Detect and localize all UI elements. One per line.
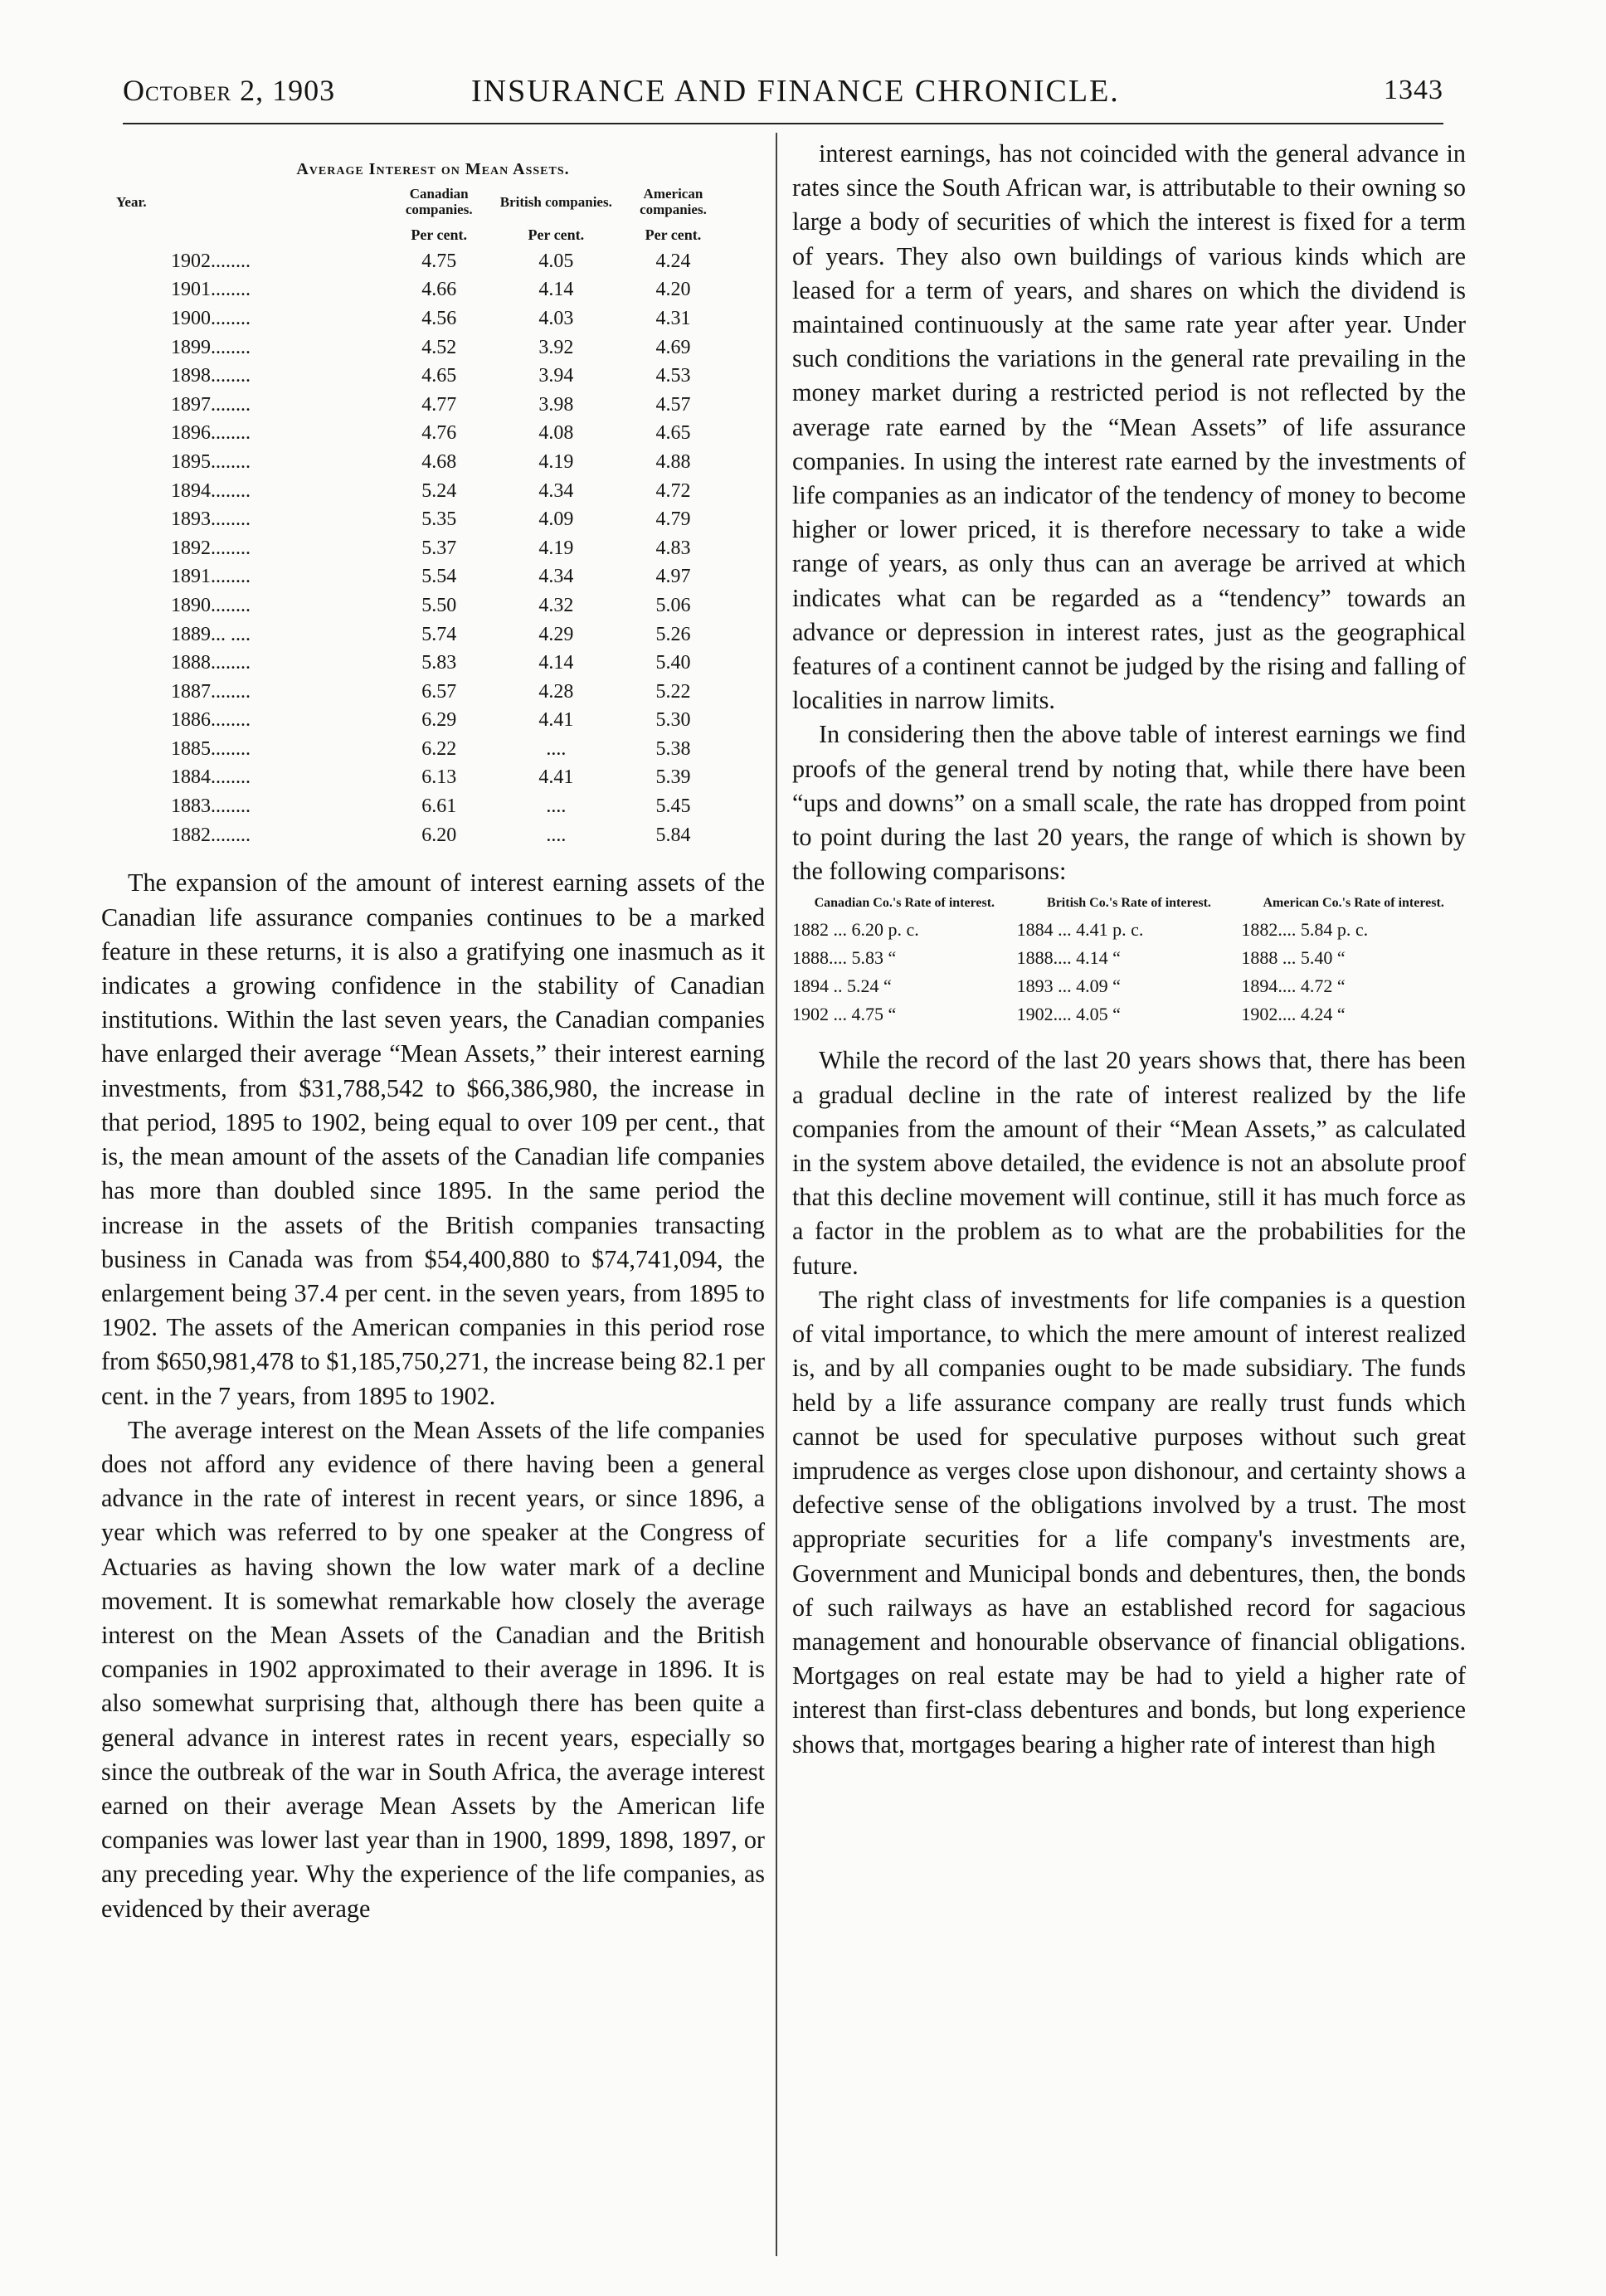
year-cell: 1896........ (171, 422, 251, 445)
rates-table-header-row (101, 186, 732, 222)
canadian-rate-cell: 5.35 (421, 508, 457, 531)
american-rate-cell: 5.22 (655, 680, 691, 703)
british-rate-cell: 4.14 (538, 652, 574, 674)
table-row (101, 620, 732, 649)
table-row (792, 916, 1466, 944)
table-row (101, 563, 732, 592)
canadian-rate-cell: 6.61 (421, 795, 457, 818)
header-rule (123, 123, 1443, 124)
british-rate-cell: 4.09 (538, 508, 574, 531)
british-rate-cell: 4.14 (538, 279, 574, 301)
table-row (101, 247, 732, 276)
table-row (101, 591, 732, 620)
unit-american: Per cent. (645, 226, 702, 243)
american-rate-cell: 5.38 (655, 737, 691, 760)
canadian-rate-cell: 5.50 (421, 594, 457, 616)
table-row (101, 735, 732, 764)
american-rate-cell: 5.84 (655, 824, 691, 846)
comparison-table (792, 895, 1466, 1029)
paragraph: The right class of investments for life companies is a question of vital importance, to which the mere amount of interest realized is, and by all companies ought to be made subsidiary. The funds held by a life assurance company are really trust funds which cannot be used for speculative purposes without such great imprudence as verges close upon dishonour, and certainty shows a defective sense of the obligations involved by a trust. The most appropriate securities for a life company's investments are, Government and Municipal bonds and debentures, then, the bonds of such railways as have an established record for sagacious management and honourable observance of financial obligations. Mortgages on real estate may be had to yield a higher rate of interest than first-class debentures and bonds, but long experience shows that, mortgages bearing a higher rate of interest than high (792, 1285, 1466, 1758)
canadian-rate-cell: 4.68 (421, 450, 457, 473)
comparison-cell: 1902.... 4.24 “ (1241, 1004, 1346, 1025)
canadian-rate-cell: 4.75 (421, 250, 457, 272)
canadian-rate-cell: 5.54 (421, 566, 457, 588)
year-cell: 1902........ (171, 250, 251, 272)
canadian-rate-cell: 4.66 (421, 279, 457, 301)
american-rate-cell: 4.57 (655, 393, 691, 416)
british-rate-cell: 4.19 (538, 450, 574, 473)
unit-british: Per cent. (528, 226, 585, 243)
british-rate-cell: 3.92 (538, 336, 574, 358)
canadian-rate-cell: 5.83 (421, 652, 457, 674)
comparison-header-british: British Co.'s Rate of interest. (1047, 896, 1211, 911)
table-row (101, 707, 732, 736)
year-cell: 1884........ (171, 766, 251, 789)
canadian-rate-cell: 4.52 (421, 336, 457, 358)
table-row (792, 972, 1466, 1000)
year-cell: 1891........ (171, 566, 251, 588)
american-rate-cell: 5.30 (655, 709, 691, 732)
table-row (101, 821, 732, 850)
american-rate-cell: 4.53 (655, 365, 691, 387)
interest-rates-table (101, 186, 732, 849)
british-rate-cell: 3.94 (538, 365, 574, 387)
table-row (101, 304, 732, 333)
page-number: 1343 (1384, 75, 1443, 105)
american-rate-cell: 4.69 (655, 336, 691, 358)
canadian-rate-cell: 6.22 (421, 737, 457, 760)
paragraph: The average interest on the Mean Assets of the life companies does not afford any evidence of there having been a general advance in the rate of interest in recent years, or since 1896, a year which was referred to by one speaker at the Congress of Actuaries as having shown the low water mark of a decline movement. It is somewhat remarkable how closely the average interest on the Mean Assets of the Canadian and the British companies in 1902 approximated to their average in 1896. It is also somewhat surprising that, although there has been quite a general advance in interest rates in recent years, especially so since the outbreak of the war in South Africa, the average interest earned on their average Mean Assets by the American life companies was lower last year than in 1900, 1899, 1898, 1897, or any preceding year. Why the experience of the life companies, as evidenced by their average (101, 1415, 765, 1923)
british-rate-cell: 4.41 (538, 766, 574, 789)
american-rate-cell: 4.79 (655, 508, 691, 531)
table-row (101, 362, 732, 391)
american-rate-cell: 4.97 (655, 566, 691, 588)
right-column (792, 137, 1466, 1762)
canadian-rate-cell: 5.24 (421, 479, 457, 502)
right-article-text-top (792, 137, 1466, 888)
british-rate-cell: .... (546, 824, 567, 846)
table-row (101, 764, 732, 793)
table-row (101, 391, 732, 420)
table-row (792, 944, 1466, 972)
table-row (101, 649, 732, 678)
col-header-year: Year. (116, 193, 147, 210)
year-cell: 1897........ (171, 393, 251, 416)
british-rate-cell: .... (546, 737, 567, 760)
british-rate-cell: 4.29 (538, 623, 574, 645)
year-cell: 1900........ (171, 307, 251, 329)
year-cell: 1894........ (171, 479, 251, 502)
comparison-cell: 1902.... 4.05 “ (1016, 1004, 1121, 1025)
year-cell: 1888........ (171, 652, 251, 674)
comparison-header-american: American Co.'s Rate of interest. (1263, 896, 1444, 911)
right-article-text-bottom (792, 1043, 1466, 1761)
year-cell: 1883........ (171, 795, 251, 818)
year-cell: 1893........ (171, 508, 251, 531)
table-row (101, 678, 732, 707)
british-rate-cell: 4.08 (538, 422, 574, 445)
british-rate-cell: 4.34 (538, 566, 574, 588)
american-rate-cell: 4.83 (655, 537, 691, 559)
british-rate-cell: 4.41 (538, 709, 574, 732)
comparison-cell: 1888 ... 5.40 “ (1241, 947, 1346, 969)
page-header (123, 73, 1443, 118)
left-column (101, 137, 765, 1926)
paragraph: While the record of the last 20 years shows that, there has been a gradual decline in the rate of interest realized by the life companies from the amount of their “Mean Assets,” as calculated in the system above detailed, the evidence is not an absolute proof that this decline movement will continue, still it has much force as a factor in the problem as to what are the probabilities for the future. (792, 1046, 1466, 1280)
unit-canadian: Per cent. (411, 226, 468, 243)
american-rate-cell: 5.45 (655, 795, 691, 818)
comparison-cell: 1882 ... 6.20 p. c. (792, 919, 919, 941)
year-cell: 1895........ (171, 450, 251, 473)
comparison-header-row (792, 895, 1466, 916)
left-article-text (101, 866, 765, 1925)
publication-title: INSURANCE AND FINANCE CHRONICLE. (471, 74, 1120, 109)
table-row (101, 792, 732, 821)
british-rate-cell: 4.32 (538, 594, 574, 616)
comparison-cell: 1893 ... 4.09 “ (1016, 975, 1121, 997)
comparison-cell: 1882.... 5.84 p. c. (1241, 919, 1369, 941)
canadian-rate-cell: 5.74 (421, 623, 457, 645)
year-cell: 1886........ (171, 709, 251, 732)
col-header-canadian: Canadian companies. (405, 186, 473, 217)
year-cell: 1889... .... (171, 623, 251, 645)
comparison-cell: 1888.... 4.14 “ (1016, 947, 1121, 969)
comparison-header-canadian: Canadian Co.'s Rate of interest. (814, 896, 995, 911)
comparison-cell: 1884 ... 4.41 p. c. (1016, 919, 1144, 941)
british-rate-cell: 4.19 (538, 537, 574, 559)
american-rate-cell: 4.31 (655, 307, 691, 329)
paragraph: The expansion of the amount of interest earning assets of the Canadian life assurance companies continues to be a marked feature in these returns, it is also a gratifying one inasmuch as it indicates a growing confidence in the stability of Canadian institutions. Within the last seven years, the Canadian companies have enlarged their average “Mean Assets,” their interest earning investments, from $31,788,542 to $66,386,980, the increase in that period, 1895 to 1902, being equal to over 109 per cent., that is, the mean amount of the assets of the Canadian life companies has more than doubled since 1895. In the same period the increase in the assets of the British companies transacting business in Canada was from $54,400,880 to $74,741,094, the enlargement being 37.4 per cent. in the seven years, from 1895 to 1902. The assets of the American companies in this period rose from $650,981,478 to $1,185,750,271, the increase being 82.1 per cent. in the 7 years, from 1895 to 1902. (101, 868, 765, 1410)
year-cell: 1887........ (171, 680, 251, 703)
american-rate-cell: 4.72 (655, 479, 691, 502)
unit-row (101, 222, 732, 247)
year-cell: 1898........ (171, 365, 251, 387)
british-rate-cell: 4.03 (538, 307, 574, 329)
year-cell: 1890........ (171, 594, 251, 616)
canadian-rate-cell: 6.57 (421, 680, 457, 703)
table-row (101, 276, 732, 305)
canadian-rate-cell: 5.37 (421, 537, 457, 559)
american-rate-cell: 4.88 (655, 450, 691, 473)
rates-table-title: Average Interest on Mean Assets. (296, 160, 570, 178)
american-rate-cell: 5.06 (655, 594, 691, 616)
table-row (101, 505, 732, 534)
american-rate-cell: 5.40 (655, 652, 691, 674)
table-row (792, 1000, 1466, 1029)
table-row (101, 333, 732, 362)
col-header-american: American companies. (640, 186, 707, 217)
british-rate-cell: 3.98 (538, 393, 574, 416)
comparison-cell: 1894.... 4.72 “ (1241, 975, 1346, 997)
year-cell: 1901........ (171, 279, 251, 301)
canadian-rate-cell: 6.13 (421, 766, 457, 789)
paragraph: In considering then the above table of interest earnings we find proofs of the general trend by noting that, while there have been “ups and downs” on a small scale, the rate has dropped from point to point during the last 20 years, the range of which is shown by the following comparisons: (792, 720, 1466, 886)
col-header-british: British companies. (499, 193, 612, 210)
table-row (101, 477, 732, 506)
canadian-rate-cell: 6.29 (421, 709, 457, 732)
table-row (101, 448, 732, 477)
canadian-rate-cell: 4.65 (421, 365, 457, 387)
comparison-cell: 1894 .. 5.24 “ (792, 975, 892, 997)
canadian-rate-cell: 4.77 (421, 393, 457, 416)
column-divider (776, 133, 777, 2256)
british-rate-cell: 4.34 (538, 479, 574, 502)
canadian-rate-cell: 4.56 (421, 307, 457, 329)
american-rate-cell: 4.24 (655, 250, 691, 272)
american-rate-cell: 4.20 (655, 279, 691, 301)
canadian-rate-cell: 6.20 (421, 824, 457, 846)
canadian-rate-cell: 4.76 (421, 422, 457, 445)
table-row (101, 420, 732, 449)
american-rate-cell: 5.26 (655, 623, 691, 645)
british-rate-cell: 4.05 (538, 250, 574, 272)
issue-date: October 2, 1903 (123, 74, 336, 107)
american-rate-cell: 5.39 (655, 766, 691, 789)
year-cell: 1899........ (171, 336, 251, 358)
british-rate-cell: .... (546, 795, 567, 818)
year-cell: 1882........ (171, 824, 251, 846)
year-cell: 1892........ (171, 537, 251, 559)
british-rate-cell: 4.28 (538, 680, 574, 703)
comparison-cell: 1888.... 5.83 “ (792, 947, 897, 969)
paragraph: interest earnings, has not coincided with the general advance in rates since the South African war, is attributable to their owning so large a body of securities of which the interest is fixed for a term of years. They also own buildings of various kinds which are leased for a term of years, and shares on which the dividend is maintained continuously at the same rate year after year. Under such conditions the variations in the general rate prevailing in the money market during a restricted period is not reflected by the average rate earned by the “Mean Assets” of life assurance companies. In using the interest rate earned by the investments of life companies as an indicator of the tendency of money to become higher or lower priced, it is therefore necessary to take a wide range of years, as only thus can an average be arrived at which indicates what can be regarded as a “tendency” towards an advance or depression in interest rates, just as the geographical features of a continent cannot be judged by the rising and falling of localities in narrow limits. (792, 139, 1466, 715)
year-cell: 1885........ (171, 737, 251, 760)
table-row (101, 534, 732, 563)
comparison-cell: 1902 ... 4.75 “ (792, 1004, 897, 1025)
american-rate-cell: 4.65 (655, 422, 691, 445)
